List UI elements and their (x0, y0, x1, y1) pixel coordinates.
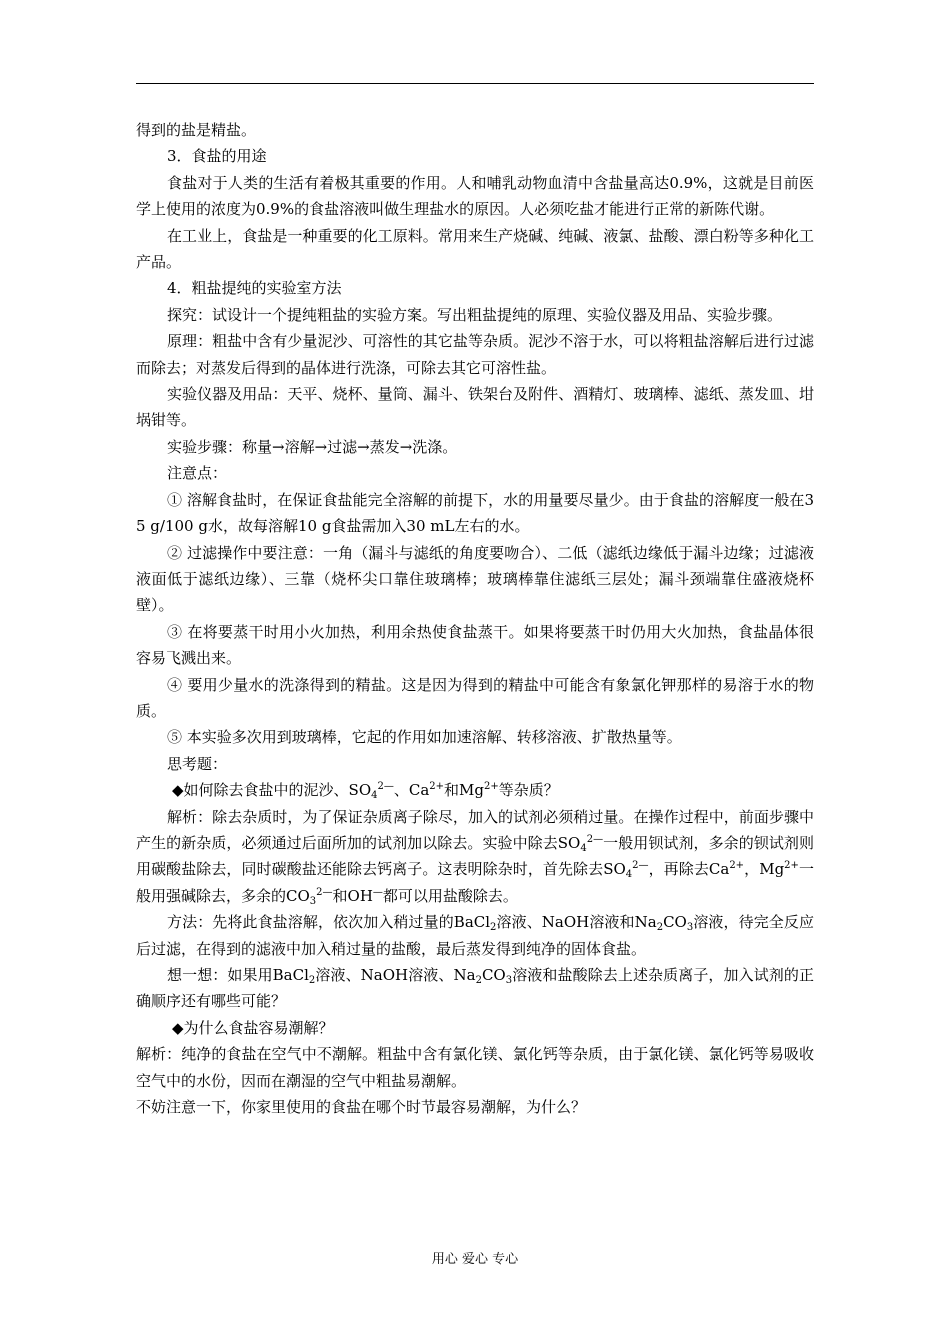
note-item: ⑤ 本实验多次用到玻璃棒，它起的作用如加速溶解、转移溶液、扩散热量等。 (167, 728, 682, 747)
paragraph: 方法：先将此食盐溶解，依次加入稍过量的BaCl$_2$溶液、NaOH溶液和$Na_2CO_3$溶液，待完全反应后过滤，在得到的滤液中加入稍过量的盐酸，最后蒸发得到纯净的固体食盐。 (136, 913, 814, 958)
paragraph: 原理：粗盐中含有少量泥沙、可溶性的其它盐等杂质。泥沙不溶于水，可以将粗盐溶解后进行过滤而除去；对蒸发后得到的晶体进行洗涤，可除去其它可溶性盐。 (136, 332, 814, 377)
section-heading-uses: 3．食盐的用途 (167, 147, 267, 166)
question-item: ◆如何除去食盐中的泥沙、$SO_4^{2—}$、$Ca^{2+}$和$Mg^{2+}$等杂质？ (172, 781, 559, 802)
paragraph: 实验步骤：称量→溶解→过滤→蒸发→洗涤。 (167, 437, 458, 456)
paragraph: 不妨注意一下，你家里使用的食盐在哪个时节最容易潮解，为什么？ (136, 1098, 587, 1117)
paragraph: 实验仪器及用品：天平、烧杯、量筒、漏斗、铁架台及附件、酒精灯、玻璃棒、滤纸、蒸发皿、坩埚钳等。 (136, 385, 814, 430)
header-rule (136, 83, 814, 84)
paragraph: 思考题： (167, 754, 228, 773)
paragraph: 在工业上，食盐是一种重要的化工原料。常用来生产烧碱、纯碱、液氯、盐酸、漂白粉等多种化工产品。 (136, 226, 814, 272)
note-item: ④ 要用少量水的洗涤得到的精盐。这是因为得到的精盐中可能含有象氯化钾那样的易溶于水的物质。 (136, 675, 814, 720)
paragraph: 想一想：如果用BaCl$_2$溶液、NaOH溶液、$Na_2CO_3$溶液和盐酸除去上述杂质离子，加入试剂的正确顺序还有哪些可能？ (136, 966, 814, 1011)
paragraph: 注意点： (167, 464, 228, 483)
paragraph: 解析：纯净的食盐在空气中不潮解。粗盐中含有氯化镁、氯化钙等杂质，由于氯化镁、氯化钙等易吸收空气中的水份，因而在潮湿的空气中粗盐易潮解。 (136, 1045, 814, 1090)
note-item: ② 过滤操作中要注意：一角（漏斗与滤纸的角度要吻合）、二低（滤纸边缘低于漏斗边缘；过滤液液面低于滤纸边缘）、三靠（烧杯尖口靠住玻璃棒；玻璃棒靠住滤纸三层处；漏斗颈端靠住盛液烧杯壁）。 (136, 543, 814, 615)
page-footer: 用心 爱心 专心 (431, 1252, 519, 1267)
question-item: ◆为什么食盐容易潮解？ (172, 1018, 334, 1037)
note-item: ③ 在将要蒸干时用小火加热，利用余热使食盐蒸干。如果将要蒸干时仍用大火加热，食盐晶体很容易飞溅出来。 (136, 622, 814, 668)
paragraph: 得到的盐是精盐。 (136, 121, 257, 139)
paragraph: 解析：除去杂质时，为了保证杂质离子除尽，加入的试剂必须稍过量。在操作过程中，前面步骤中产生的新杂质，必须通过后面所加的试剂加以除去。实验中除去$SO_4^{2—}$一般用钡试剂，多余的钡试剂则用碳酸盐除去，同时碳酸盐还能除去钙离子。这表明除杂时，首先除去$SO_4^{2—}$，再除去$Ca^{2+}$，$Mg^{2+}$一般用强碱除去，多余的$CO_3^{2—}$和OH—都可以用盐酸除去。 (136, 807, 814, 907)
document-body (136, 117, 814, 1120)
section-heading-purification: 4．粗盐提纯的实验室方法 (167, 279, 342, 298)
paragraph: 食盐对于人类的生活有着极其重要的作用。人和哺乳动物血清中含盐量高达0.9%，这就是目前医学上使用的浓度为0.9%的食盐溶液叫做生理盐水的原因。人必须吃盐才能进行正常的新陈代谢。 (136, 173, 814, 219)
note-item: ① 溶解食盐时，在保证食盐能完全溶解的前提下，水的用量要尽量少。由于食盐的溶解度一般在35 g/100 g水，故每溶解10 g食盐需加入30 mL左右的水。 (136, 490, 814, 536)
paragraph: 探究：试设计一个提纯粗盐的实验方案。写出粗盐提纯的原理、实验仪器及用品、实验步骤。 (167, 305, 783, 324)
